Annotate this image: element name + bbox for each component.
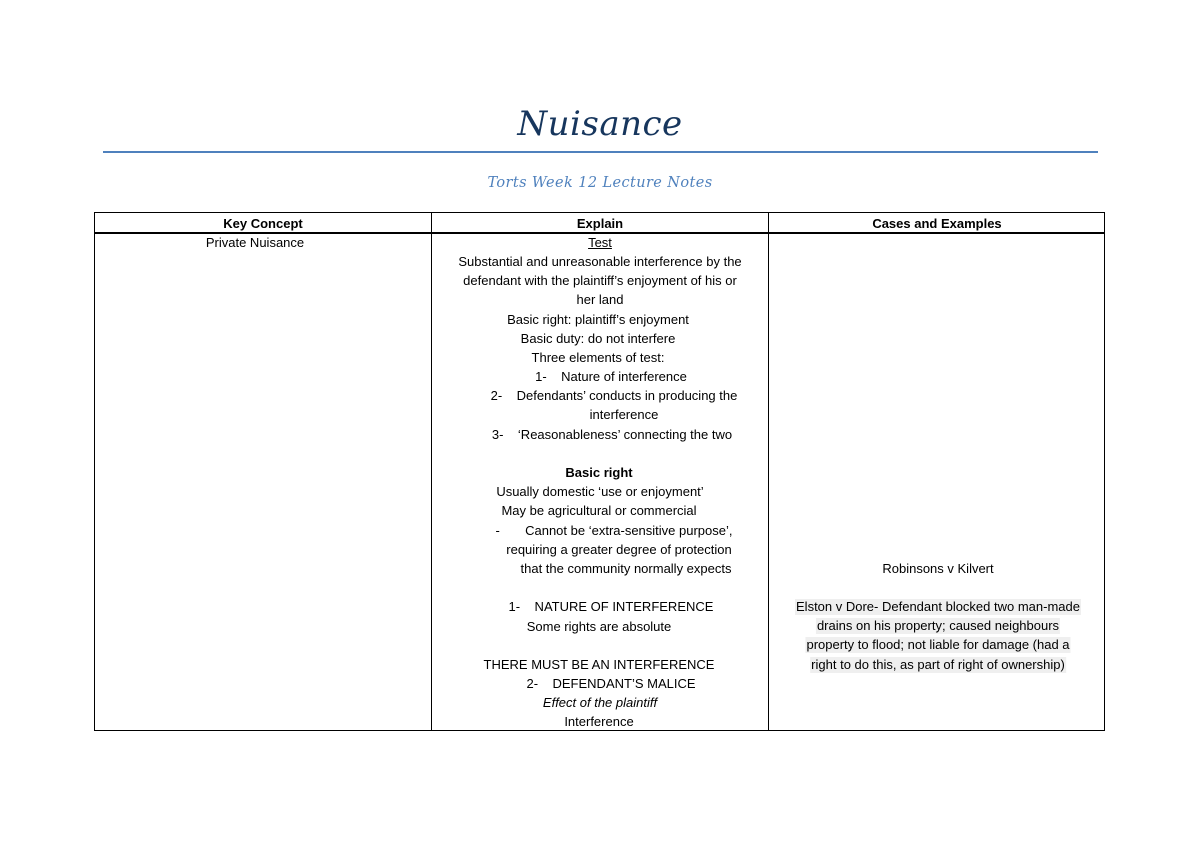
- explain-line: that the community normally expects: [520, 561, 732, 576]
- explain-line: THERE MUST BE AN INTERFERENCE: [483, 657, 715, 672]
- explain-line: Substantial and unreasonable interference by the: [458, 254, 742, 269]
- explain-list-item: 2- DEFENDANT’S MALICE: [526, 676, 696, 691]
- header-explain: Explain: [576, 216, 624, 231]
- explain-line: requiring a greater degree of protection: [506, 542, 732, 557]
- explain-line: her land: [576, 292, 624, 307]
- case-robinsons-v-kilvert: Robinsons v Kilvert: [882, 561, 994, 576]
- explain-list-item: 3- ‘Reasonableness’ connecting the two: [491, 427, 733, 442]
- column-divider: [431, 213, 432, 730]
- explain-line: Some rights are absolute: [526, 619, 672, 634]
- case-elston-v-dore: drains on his property; caused neighbours: [816, 618, 1060, 633]
- case-elston-v-dore: Elston v Dore- Defendant blocked two man-made: [796, 599, 1080, 614]
- explain-line: Basic right: plaintiff’s enjoyment: [507, 312, 689, 327]
- explain-line: Test: [588, 235, 612, 250]
- explain-line: Basic duty: do not interfere: [520, 331, 676, 346]
- column-divider: [768, 213, 769, 730]
- explain-subheading: Basic right: [565, 465, 633, 480]
- explain-list-item: 2- Defendants’ conducts in producing the: [490, 388, 738, 403]
- explain-line: May be agricultural or commercial: [501, 503, 697, 518]
- explain-line: Effect of the plaintiff: [542, 695, 658, 710]
- header-key-concept: Key Concept: [223, 216, 303, 231]
- explain-line: interference: [589, 407, 659, 422]
- header-divider: [95, 232, 1104, 234]
- explain-line: Usually domestic ‘use or enjoyment’: [496, 484, 704, 499]
- case-elston-v-dore: right to do this, as part of right of ownership): [811, 657, 1065, 672]
- title-underline: [103, 151, 1098, 153]
- explain-list-item: 1- NATURE OF INTERFERENCE: [508, 599, 714, 614]
- explain-list-item: 1- Nature of interference: [535, 369, 687, 384]
- notes-table: [94, 212, 1105, 731]
- document-subtitle: Torts Week 12 Lecture Notes: [487, 175, 713, 191]
- explain-line: defendant with the plaintiff’s enjoyment of his or: [463, 273, 737, 288]
- case-elston-v-dore: property to flood; not liable for damage (had a: [806, 637, 1070, 652]
- header-cases: Cases and Examples: [872, 216, 1002, 231]
- explain-list-item: - Cannot be ‘extra-sensitive purpose’,: [495, 523, 733, 538]
- explain-line: Interference: [564, 714, 634, 729]
- key-concept-cell: Private Nuisance: [205, 235, 305, 250]
- explain-line: Three elements of test:: [531, 350, 665, 365]
- document-title: Nuisance: [517, 104, 683, 144]
